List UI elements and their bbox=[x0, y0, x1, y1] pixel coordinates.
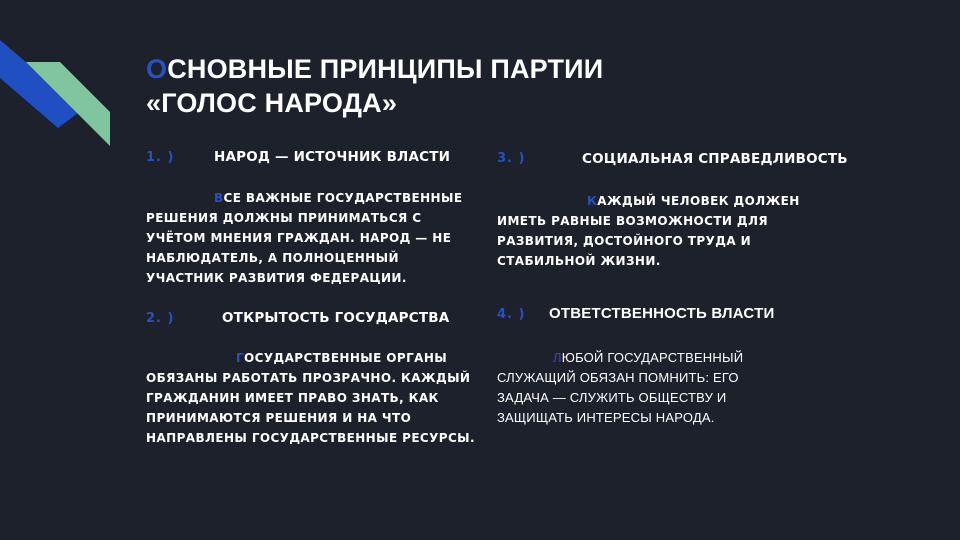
principle-1-text-rest: СЕ ВАЖНЫЕ ГОСУДАРСТВЕННЫЕ РЕШЕНИЯ ДОЛЖНЫ ПРИНИМАТЬСЯ С УЧЁТОМ МНЕНИЯ ГРАЖДАН. НАРОД — НЕ НАБЛЮДАТЕЛЬ, А ПОЛНОЦЕННЫЙ УЧАСТНИК РАЗВИТИЯ ФЕДЕРАЦИИ. bbox=[146, 191, 463, 285]
principle-4-first-letter: Л bbox=[553, 350, 562, 365]
principle-3-text-rest: АЖДЫЙ ЧЕЛОВЕК ДОЛЖЕН ИМЕТЬ РАВНЫЕ ВОЗМОЖНОСТИ ДЛЯ РАЗВИТИЯ, ДОСТОЙНОГО ТРУДА И СТАБИЛЬНОЙ ЖИЗНИ. bbox=[497, 194, 800, 268]
slide-title bbox=[146, 52, 603, 120]
title-first-letter: О bbox=[146, 54, 168, 84]
principle-4-heading: ОТВЕТСТВЕННОСТЬ ВЛАСТИ bbox=[549, 305, 775, 322]
principle-1-first-letter: В bbox=[214, 191, 224, 205]
principle-1-text bbox=[146, 188, 476, 288]
principle-1-number: 1. ) bbox=[146, 150, 175, 165]
principle-2-text-rest: ОСУДАРСТВЕННЫЕ ОРГАНЫ ОБЯЗАНЫ РАБОТАТЬ ПРОЗРАЧНО. КАЖДЫЙ ГРАЖДАНИН ИМЕЕТ ПРАВО ЗНАТЬ, КАК ПРИНИМАЮТСЯ РЕШЕНИЯ И НА ЧТО НАПРАВЛЕНЫ ГОСУДАРСТВЕННЫЕ РЕСУРСЫ. bbox=[146, 351, 475, 445]
principle-4-text bbox=[497, 348, 782, 428]
principle-3-number: 3. ) bbox=[497, 151, 526, 166]
principle-3-first-letter: К bbox=[587, 194, 598, 208]
principle-2-heading: ОТКРЫТОСТЬ ГОСУДАРСТВА bbox=[222, 310, 450, 326]
principle-1-heading: НАРОД — ИСТОЧНИК ВЛАСТИ bbox=[214, 149, 451, 165]
principle-4-text-rest: ЮБОЙ ГОСУДАРСТВЕННЫЙ СЛУЖАЩИЙ ОБЯЗАН ПОМНИТЬ: ЕГО ЗАДАЧА — СЛУЖИТЬ ОБЩЕСТВУ И ЗАЩИЩАТЬ ИНТЕРЕСЫ НАРОДА. bbox=[497, 350, 744, 425]
corner-stripes-decoration bbox=[0, 0, 120, 160]
principle-3-text bbox=[497, 191, 837, 271]
title-line2: «ГОЛОС НАРОДА» bbox=[146, 88, 398, 118]
principle-3-heading: СОЦИАЛЬНАЯ СПРАВЕДЛИВОСТЬ bbox=[582, 151, 848, 167]
principle-2-first-letter: Г bbox=[236, 351, 245, 365]
title-line1: СНОВНЫЕ ПРИНЦИПЫ ПАРТИИ bbox=[167, 54, 604, 84]
principle-2-number: 2. ) bbox=[146, 311, 175, 326]
principle-2-text bbox=[146, 348, 476, 448]
principle-4-number: 4. ) bbox=[497, 307, 526, 322]
